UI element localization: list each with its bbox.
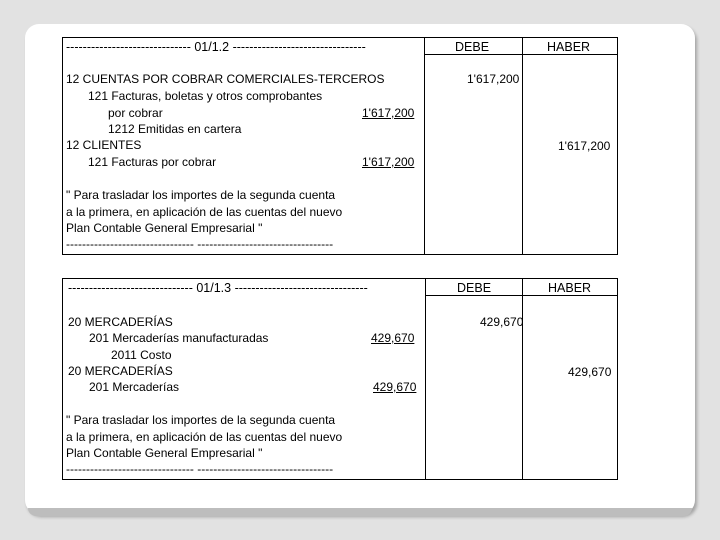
haber-label: HABER xyxy=(548,281,592,295)
entry-footer: -------------------------------- ---------------------------------- xyxy=(66,237,334,251)
haber-amount: 1'617,200 xyxy=(558,139,611,153)
glosa-line: a la primera, en aplicación de las cuentas del nuevo xyxy=(66,430,343,444)
header-underline xyxy=(424,54,617,55)
debe-label: DEBE xyxy=(457,281,492,295)
journal-entry-2 xyxy=(62,278,618,480)
entry-header: ------------------------------ 01/1.3 -------------------------------- xyxy=(68,281,368,295)
account-line: 201 Mercaderías xyxy=(89,380,180,394)
subaccount-credit-amount: 1'617,200 xyxy=(362,155,415,169)
glosa-line: " Para trasladar los importes de la segunda cuenta xyxy=(66,188,336,202)
column-divider-debe xyxy=(522,38,523,254)
account-line: 1212 Emitidas en cartera xyxy=(108,122,242,136)
column-divider-debe xyxy=(522,279,523,479)
haber-label: HABER xyxy=(547,40,591,54)
glosa-line: a la primera, en aplicación de las cuentas del nuevo xyxy=(66,205,343,219)
account-line: 12 CUENTAS POR COBRAR COMERCIALES-TERCEROS xyxy=(66,72,385,86)
journal-entry-1 xyxy=(62,37,618,255)
debe-amount: 1'617,200 xyxy=(467,72,520,86)
subaccount-credit-amount: 429,670 xyxy=(373,380,417,394)
header-underline xyxy=(425,295,617,296)
slide-bottom-edge xyxy=(28,508,692,516)
debe-amount: 429,670 xyxy=(480,315,524,329)
entry-header: ------------------------------ 01/1.2 -------------------------------- xyxy=(66,40,366,54)
account-line: por cobrar xyxy=(108,106,163,120)
column-divider-concept xyxy=(425,279,426,479)
account-line: 12 CLIENTES xyxy=(66,138,142,152)
glosa-line: Plan Contable General Empresarial " xyxy=(66,446,263,460)
glosa-line: Plan Contable General Empresarial " xyxy=(66,221,263,235)
entry-footer: -------------------------------- ---------------------------------- xyxy=(66,462,334,476)
glosa-line: " Para trasladar los importes de la segunda cuenta xyxy=(66,413,336,427)
subaccount-debit-amount: 1'617,200 xyxy=(362,106,415,120)
subaccount-debit-amount: 429,670 xyxy=(371,331,415,345)
debe-label: DEBE xyxy=(455,40,490,54)
account-line: 201 Mercaderías manufacturadas xyxy=(89,331,269,345)
account-line: 20 MERCADERÍAS xyxy=(68,315,173,329)
account-line: 20 MERCADERÍAS xyxy=(68,364,173,378)
account-line: 2011 Costo xyxy=(111,348,172,362)
haber-amount: 429,670 xyxy=(568,365,612,379)
column-divider-concept xyxy=(424,38,425,254)
account-line: 121 Facturas por cobrar xyxy=(88,155,217,169)
account-line: 121 Facturas, boletas y otros comprobantes xyxy=(88,89,323,103)
